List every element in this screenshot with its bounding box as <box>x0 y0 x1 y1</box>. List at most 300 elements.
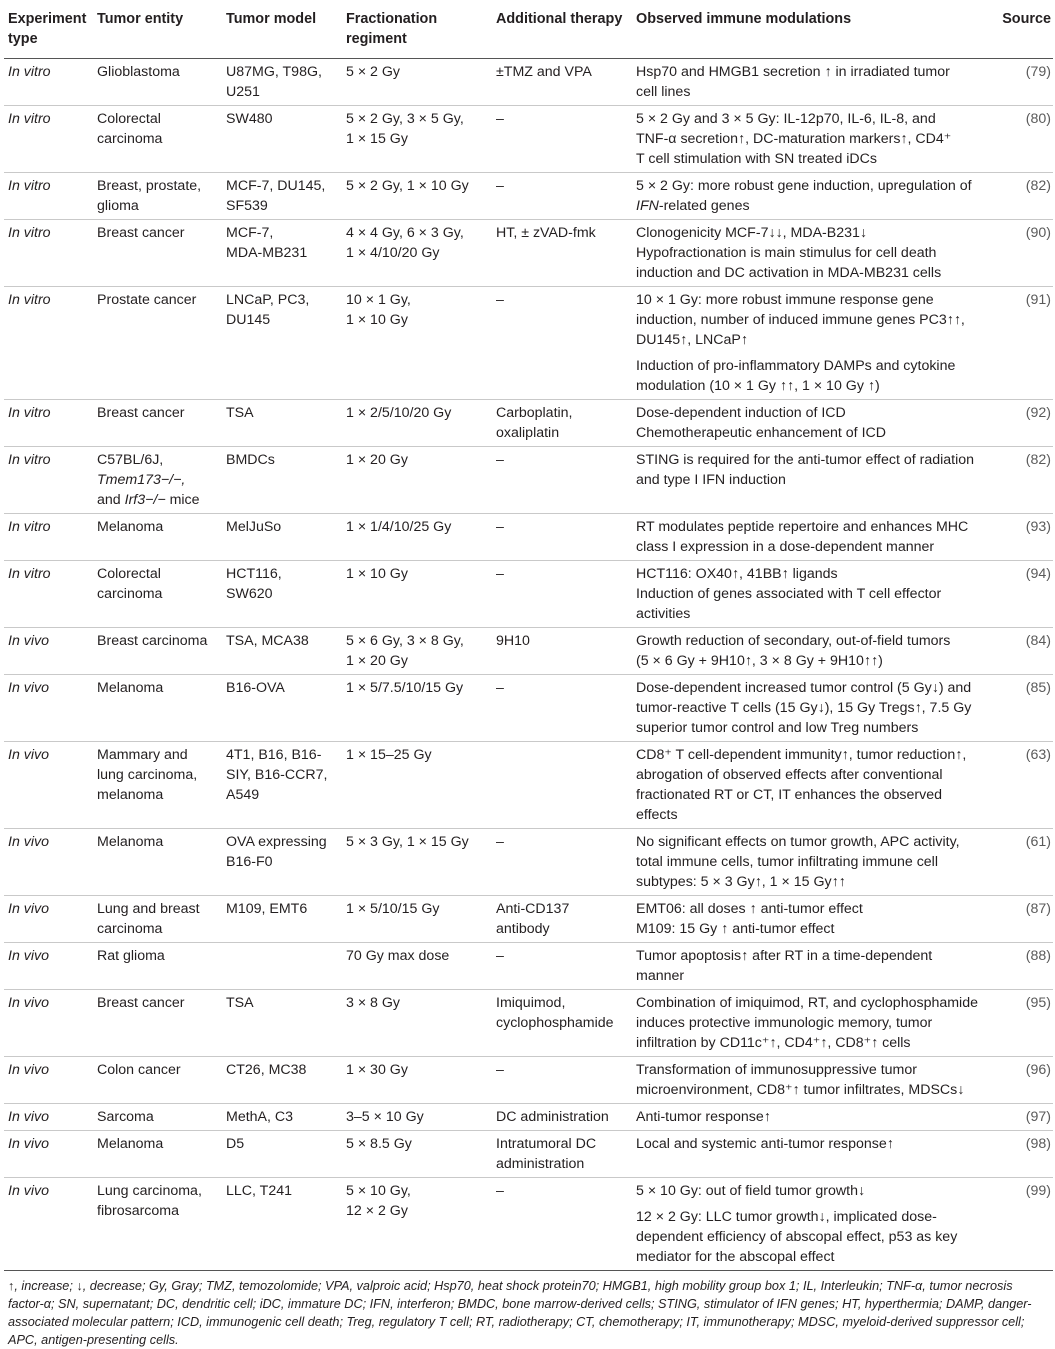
cell-line: 3 × 8 Gy <box>346 995 401 1011</box>
cell-line: 4T1, B16, B16- <box>226 747 322 763</box>
cell-source: (96) <box>996 1057 1053 1104</box>
cell-line: Breast, prostate, <box>97 178 202 194</box>
cell-line: infiltration by CD11c⁺↑, CD4⁺↑, CD8⁺↑ cells <box>636 1035 911 1051</box>
cell-immune-modulations <box>632 1104 996 1131</box>
cell-line: IFN-related genes <box>636 198 750 214</box>
cell-line: SW620 <box>226 586 273 602</box>
cell-tumor-entity <box>93 943 222 990</box>
cell-line: DU145 <box>226 312 271 328</box>
cell-line: Hypofractionation is main stimulus for cell death <box>636 245 937 261</box>
header-tumor-entity: Tumor entity <box>93 0 222 59</box>
cell-line: – <box>496 948 504 964</box>
cell-additional-therapy <box>492 943 632 990</box>
cell-additional-therapy <box>492 628 632 675</box>
cell-source: (93) <box>996 514 1053 561</box>
table-row <box>4 561 1053 628</box>
cell-line: LNCaP, PC3, <box>226 292 310 308</box>
cell-line: 1 × 30 Gy <box>346 1062 408 1078</box>
cell-line: superior tumor control and low Treg numbers <box>636 720 919 736</box>
cell-source: (82) <box>996 447 1053 514</box>
cell-immune-modulations <box>632 829 996 896</box>
cell-line: Melanoma <box>97 834 164 850</box>
cell-fractionation <box>342 59 492 106</box>
cell-immune-modulations <box>632 400 996 447</box>
cell-tumor-model <box>222 1104 342 1131</box>
table-row <box>4 829 1053 896</box>
cell-experiment-type: In vivo <box>4 1104 93 1131</box>
cell-line: – <box>496 680 504 696</box>
cell-line: tumor-reactive T cells (15 Gy↓), 15 Gy Tregs↑, 7.5 Gy <box>636 700 972 716</box>
cell-fractionation <box>342 1178 492 1271</box>
cell-line: Glioblastoma <box>97 64 180 80</box>
cell-fractionation <box>342 990 492 1057</box>
cell-line: MCF-7, <box>226 225 274 241</box>
cell-tumor-entity <box>93 675 222 742</box>
cell-experiment-type: In vitro <box>4 447 93 514</box>
cell-line: No significant effects on tumor growth, APC activity, <box>636 834 960 850</box>
cell-immune-modulations <box>632 220 996 287</box>
cell-line: Breast cancer <box>97 995 185 1011</box>
cell-experiment-type: In vitro <box>4 287 93 400</box>
table-row <box>4 943 1053 990</box>
cell-line: abrogation of observed effects after conventional <box>636 767 943 783</box>
cell-source: (95) <box>996 990 1053 1057</box>
cell-source: (82) <box>996 173 1053 220</box>
cell-line: Lung and breast <box>97 901 200 917</box>
cell-line: DC administration <box>496 1109 609 1125</box>
cell-tumor-entity <box>93 287 222 400</box>
cell-line: RT modulates peptide repertoire and enhances MHC <box>636 519 969 535</box>
cell-line: 1 × 2/5/10/20 Gy <box>346 405 452 421</box>
cell-fractionation <box>342 1104 492 1131</box>
cell-tumor-entity <box>93 742 222 829</box>
table-row <box>4 447 1053 514</box>
cell-fractionation <box>342 561 492 628</box>
cell-line: and Irf3−/− mice <box>97 492 200 508</box>
cell-additional-therapy <box>492 1178 632 1271</box>
cell-line: Growth reduction of secondary, out-of-field tumors <box>636 633 951 649</box>
cell-line: CT26, MC38 <box>226 1062 307 1078</box>
immune-modulation-table <box>4 0 1053 1271</box>
cell-tumor-model <box>222 514 342 561</box>
header-source: Source <box>996 0 1053 59</box>
cell-source: (61) <box>996 829 1053 896</box>
table-row <box>4 628 1053 675</box>
cell-immune-modulations <box>632 59 996 106</box>
cell-line: B16-F0 <box>226 854 273 870</box>
cell-additional-therapy <box>492 173 632 220</box>
cell-tumor-model <box>222 106 342 173</box>
cell-line: induces protective immunologic memory, tumor <box>636 1015 933 1031</box>
cell-line: Colon cancer <box>97 1062 181 1078</box>
cell-line: Hsp70 and HMGB1 secretion ↑ in irradiated tumor <box>636 64 950 80</box>
cell-line: CD8⁺ T cell-dependent immunity↑, tumor reduction↑, <box>636 747 967 763</box>
cell-line: A549 <box>226 787 260 803</box>
cell-source: (91) <box>996 287 1053 400</box>
cell-tumor-model <box>222 1131 342 1178</box>
cell-line: – <box>496 1062 504 1078</box>
cell-line: 3–5 × 10 Gy <box>346 1109 424 1125</box>
cell-experiment-type: In vivo <box>4 1178 93 1271</box>
cell-line: EMT06: all doses ↑ anti-tumor effect <box>636 901 863 917</box>
header-immune-modulations: Observed immune modulations <box>632 0 996 59</box>
table-row <box>4 742 1053 829</box>
cell-line: activities <box>636 606 691 622</box>
cell-line: Induction of pro-inflammatory DAMPs and cytokine <box>636 358 956 374</box>
cell-line: carcinoma <box>97 921 163 937</box>
cell-fractionation <box>342 447 492 514</box>
cell-source: (99) <box>996 1178 1053 1271</box>
cell-line: Imiquimod, <box>496 995 566 1011</box>
cell-immune-modulations <box>632 1131 996 1178</box>
header-experiment-type: Experiment type <box>4 0 93 59</box>
cell-line: STING is required for the anti-tumor effect of radiation <box>636 452 975 468</box>
cell-tumor-model <box>222 742 342 829</box>
cell-line: administration <box>496 1156 585 1172</box>
cell-line: U251 <box>226 84 260 100</box>
cell-line: Intratumoral DC <box>496 1136 597 1152</box>
cell-fractionation <box>342 220 492 287</box>
cell-experiment-type: In vitro <box>4 106 93 173</box>
cell-experiment-type: In vitro <box>4 173 93 220</box>
cell-line: 1 × 10 Gy <box>346 566 408 582</box>
cell-tumor-entity <box>93 400 222 447</box>
cell-line: TNF-α secretion↑, DC-maturation markers↑, CD4⁺ <box>636 131 952 147</box>
cell-line: SW480 <box>226 111 273 127</box>
cell-line: 4 × 4 Gy, 6 × 3 Gy, <box>346 225 464 241</box>
cell-immune-modulations <box>632 990 996 1057</box>
cell-tumor-entity <box>93 514 222 561</box>
cell-line: 1 × 1/4/10/25 Gy <box>346 519 452 535</box>
cell-tumor-model <box>222 990 342 1057</box>
cell-line: Tumor apoptosis↑ after RT in a time-dependent <box>636 948 933 964</box>
cell-line: HCT116, <box>226 566 282 582</box>
cell-experiment-type: In vivo <box>4 675 93 742</box>
cell-tumor-model <box>222 829 342 896</box>
cell-tumor-model <box>222 447 342 514</box>
cell-line: 12 × 2 Gy <box>346 1203 408 1219</box>
cell-fractionation <box>342 106 492 173</box>
cell-immune-modulations <box>632 173 996 220</box>
cell-additional-therapy <box>492 675 632 742</box>
cell-line: TSA <box>226 995 254 1011</box>
cell-line: dependent efficiency of abscopal effect, p53 as key <box>636 1229 958 1245</box>
cell-experiment-type: In vitro <box>4 220 93 287</box>
cell-line: fibrosarcoma <box>97 1203 180 1219</box>
cell-immune-modulations <box>632 943 996 990</box>
cell-tumor-model <box>222 1178 342 1271</box>
cell-experiment-type: In vitro <box>4 400 93 447</box>
cell-tumor-model <box>222 1057 342 1104</box>
cell-line: 10 × 1 Gy: more robust immune response gene <box>636 292 934 308</box>
cell-line: induction, number of induced immune genes PC3↑↑, <box>636 312 965 328</box>
cell-experiment-type: In vivo <box>4 1057 93 1104</box>
cell-tumor-entity <box>93 1131 222 1178</box>
cell-line: Clonogenicity MCF-7↓↓, MDA-B231↓ <box>636 225 868 241</box>
table-row <box>4 220 1053 287</box>
cell-line: (5 × 6 Gy + 9H10↑, 3 × 8 Gy + 9H10↑↑) <box>636 653 883 669</box>
cell-line: MCF-7, DU145, <box>226 178 326 194</box>
table-row <box>4 1131 1053 1178</box>
cell-line: fractionated RT or CT, IT enhances the observed <box>636 787 942 803</box>
cell-tumor-model <box>222 943 342 990</box>
table-row <box>4 1178 1053 1271</box>
cell-additional-therapy <box>492 829 632 896</box>
header-fractionation: Fractionation regiment <box>342 0 492 59</box>
cell-line: Anti-tumor response↑ <box>636 1109 771 1125</box>
cell-line: 5 × 2 Gy, 3 × 5 Gy, <box>346 111 464 127</box>
table-body <box>4 59 1053 1271</box>
header-tumor-model: Tumor model <box>222 0 342 59</box>
cell-line: Colorectal <box>97 111 161 127</box>
cell-fractionation <box>342 514 492 561</box>
cell-line: Breast carcinoma <box>97 633 208 649</box>
table-row <box>4 990 1053 1057</box>
cell-line: glioma <box>97 198 139 214</box>
cell-line: Induction of genes associated with T cell effector <box>636 586 942 602</box>
cell-experiment-type: In vivo <box>4 943 93 990</box>
table-footnote: ↑, increase; ↓, decrease; Gy, Gray; TMZ, temozolomide; VPA, valproic acid; Hsp70, heat shock protein70; HMGB1, high mobility group box 1; IL, Interleukin; TNF-α, tumor necrosis factor-α; SN, supernatant; DC, dendritic cell; iDC, immature DC; IFN, interferon; BMDC, bone marrow-derived cells; STING, stimulator of IFN genes; HT, hyperthermia; DAMP, danger-associated molecular pattern; ICD, immunogenic cell death; Treg, regulatory T cell; RT, radiotherapy; CT, chemotherapy; IT, immunotherapy; MDSC, myeloid-derived suppressor cell; APC, antigen-presenting cells. <box>8 1279 1032 1347</box>
cell-tumor-entity <box>93 896 222 943</box>
cell-immune-modulations <box>632 628 996 675</box>
cell-tumor-entity <box>93 1178 222 1271</box>
cell-immune-modulations <box>632 106 996 173</box>
cell-line: and type I IFN induction <box>636 472 786 488</box>
cell-additional-therapy <box>492 220 632 287</box>
cell-source: (97) <box>996 1104 1053 1131</box>
cell-line: ±TMZ and VPA <box>496 64 592 80</box>
cell-line: manner <box>636 968 685 984</box>
cell-line: modulation (10 × 1 Gy ↑↑, 1 × 10 Gy ↑) <box>636 378 880 394</box>
cell-source: (79) <box>996 59 1053 106</box>
cell-line: Transformation of immunosuppressive tumor <box>636 1062 917 1078</box>
cell-line: Dose-dependent increased tumor control (5 Gy↓) and <box>636 680 972 696</box>
cell-source: (90) <box>996 220 1053 287</box>
cell-line: SF539 <box>226 198 268 214</box>
cell-line: MethA, C3 <box>226 1109 294 1125</box>
cell-line: LLC, T241 <box>226 1183 292 1199</box>
cell-line: Melanoma <box>97 1136 164 1152</box>
cell-line: BMDCs <box>226 452 275 468</box>
cell-line: 5 × 2 Gy: more robust gene induction, upregulation of <box>636 178 972 194</box>
cell-line: Sarcoma <box>97 1109 154 1125</box>
cell-line: 1 × 4/10/20 Gy <box>346 245 440 261</box>
cell-line: subtypes: 5 × 3 Gy↑, 1 × 15 Gy↑↑ <box>636 874 846 890</box>
cell-additional-therapy <box>492 561 632 628</box>
cell-tumor-entity <box>93 829 222 896</box>
cell-experiment-type: In vivo <box>4 628 93 675</box>
cell-line: M109: 15 Gy ↑ anti-tumor effect <box>636 921 835 937</box>
cell-immune-modulations <box>632 742 996 829</box>
cell-line: M109, EMT6 <box>226 901 308 917</box>
cell-line: Breast cancer <box>97 405 185 421</box>
cell-line: HT, ± zVAD-fmk <box>496 225 596 241</box>
cell-line: – <box>496 566 504 582</box>
cell-tumor-model <box>222 173 342 220</box>
cell-line: – <box>496 292 504 308</box>
cell-additional-therapy <box>492 106 632 173</box>
cell-line: lung carcinoma, <box>97 767 198 783</box>
cell-line: 5 × 6 Gy, 3 × 8 Gy, <box>346 633 464 649</box>
cell-source: (92) <box>996 400 1053 447</box>
table-row <box>4 173 1053 220</box>
table-row <box>4 1057 1053 1104</box>
cell-additional-therapy <box>492 742 632 829</box>
cell-additional-therapy <box>492 514 632 561</box>
cell-line: carcinoma <box>97 586 163 602</box>
cell-tumor-entity <box>93 447 222 514</box>
cell-line: oxaliplatin <box>496 425 560 441</box>
cell-line: C57BL/6J, <box>97 452 164 468</box>
cell-line: 1 × 20 Gy <box>346 452 408 468</box>
cell-source: (84) <box>996 628 1053 675</box>
cell-tumor-model <box>222 628 342 675</box>
cell-line: Melanoma <box>97 519 164 535</box>
cell-line: cell lines <box>636 84 691 100</box>
cell-tumor-entity <box>93 1104 222 1131</box>
cell-immune-modulations <box>632 675 996 742</box>
cell-source: (80) <box>996 106 1053 173</box>
cell-line: 5 × 3 Gy, 1 × 15 Gy <box>346 834 469 850</box>
cell-line: U87MG, T98G, <box>226 64 322 80</box>
cell-immune-modulations <box>632 287 996 400</box>
cell-additional-therapy <box>492 896 632 943</box>
cell-source: (88) <box>996 943 1053 990</box>
cell-line: Local and systemic anti-tumor response↑ <box>636 1136 894 1152</box>
cell-line: – <box>496 111 504 127</box>
cell-line: induction and DC activation in MDA-MB231 cells <box>636 265 942 281</box>
cell-experiment-type: In vivo <box>4 896 93 943</box>
cell-tumor-model <box>222 287 342 400</box>
cell-experiment-type: In vitro <box>4 514 93 561</box>
cell-additional-therapy <box>492 400 632 447</box>
cell-line: MDA-MB231 <box>226 245 308 261</box>
cell-tumor-model <box>222 400 342 447</box>
cell-line: D5 <box>226 1136 245 1152</box>
cell-line: 10 × 1 Gy, <box>346 292 411 308</box>
cell-line: TSA, MCA38 <box>226 633 309 649</box>
table-row <box>4 106 1053 173</box>
table-row <box>4 1104 1053 1131</box>
cell-additional-therapy <box>492 287 632 400</box>
cell-line: 5 × 2 Gy, 1 × 10 Gy <box>346 178 469 194</box>
cell-fractionation <box>342 400 492 447</box>
cell-line: Prostate cancer <box>97 292 197 308</box>
cell-line: 5 × 2 Gy and 3 × 5 Gy: IL-12p70, IL-6, IL-8, and <box>636 111 936 127</box>
table-row <box>4 514 1053 561</box>
cell-line: Breast cancer <box>97 225 185 241</box>
cell-line: antibody <box>496 921 550 937</box>
cell-tumor-model <box>222 59 342 106</box>
cell-line: HCT116: OX40↑, 41BB↑ ligands <box>636 566 838 582</box>
cell-line: – <box>496 178 504 194</box>
cell-additional-therapy <box>492 1057 632 1104</box>
cell-line: Mammary and <box>97 747 188 763</box>
cell-line: 1 × 15–25 Gy <box>346 747 432 763</box>
cell-line: 1 × 20 Gy <box>346 653 408 669</box>
cell-tumor-entity <box>93 59 222 106</box>
cell-immune-modulations <box>632 561 996 628</box>
cell-immune-modulations <box>632 896 996 943</box>
cell-line: 1 × 10 Gy <box>346 312 408 328</box>
cell-line: 5 × 10 Gy, <box>346 1183 411 1199</box>
cell-line: 1 × 5/10/15 Gy <box>346 901 440 917</box>
cell-line: 5 × 10 Gy: out of field tumor growth↓ <box>636 1183 866 1199</box>
cell-additional-therapy <box>492 990 632 1057</box>
cell-fractionation <box>342 1131 492 1178</box>
cell-line: Rat glioma <box>97 948 165 964</box>
cell-line: MelJuSo <box>226 519 282 535</box>
cell-experiment-type: In vivo <box>4 742 93 829</box>
cell-line: Combination of imiquimod, RT, and cyclophosphamide <box>636 995 978 1011</box>
cell-line: carcinoma <box>97 131 163 147</box>
cell-fractionation <box>342 943 492 990</box>
cell-tumor-entity <box>93 220 222 287</box>
cell-tumor-model <box>222 675 342 742</box>
table-row <box>4 896 1053 943</box>
cell-immune-modulations <box>632 1178 996 1271</box>
cell-immune-modulations <box>632 447 996 514</box>
cell-tumor-entity <box>93 1057 222 1104</box>
cell-line: 9H10 <box>496 633 530 649</box>
cell-line: OVA expressing <box>226 834 327 850</box>
cell-experiment-type: In vitro <box>4 561 93 628</box>
cell-line: 1 × 15 Gy <box>346 131 408 147</box>
cell-fractionation <box>342 675 492 742</box>
cell-fractionation <box>342 287 492 400</box>
cell-line: TSA <box>226 405 254 421</box>
cell-tumor-entity <box>93 173 222 220</box>
cell-additional-therapy <box>492 59 632 106</box>
cell-line: melanoma <box>97 787 164 803</box>
cell-line: Carboplatin, <box>496 405 573 421</box>
cell-line: mediator for the abscopal effect <box>636 1249 835 1265</box>
cell-line: Colorectal <box>97 566 161 582</box>
cell-tumor-entity <box>93 561 222 628</box>
header-row <box>4 0 1053 59</box>
cell-line: total immune cells, tumor infiltrating immune cell <box>636 854 938 870</box>
cell-line: Chemotherapeutic enhancement of ICD <box>636 425 886 441</box>
cell-line: T cell stimulation with SN treated iDCs <box>636 151 878 167</box>
cell-line: – <box>496 452 504 468</box>
cell-immune-modulations <box>632 1057 996 1104</box>
cell-source: (63) <box>996 742 1053 829</box>
table-row <box>4 675 1053 742</box>
table-row <box>4 287 1053 400</box>
cell-source: (87) <box>996 896 1053 943</box>
cell-line: cyclophosphamide <box>496 1015 614 1031</box>
cell-source: (85) <box>996 675 1053 742</box>
cell-tumor-model <box>222 220 342 287</box>
cell-fractionation <box>342 1057 492 1104</box>
header-additional-therapy: Additional therapy <box>492 0 632 59</box>
cell-line: DU145↑, LNCaP↑ <box>636 332 748 348</box>
cell-line: – <box>496 834 504 850</box>
cell-line: 5 × 2 Gy <box>346 64 401 80</box>
cell-immune-modulations <box>632 514 996 561</box>
cell-fractionation <box>342 742 492 829</box>
cell-line: microenvironment, CD8⁺↑ tumor infiltrates, MDSCs↓ <box>636 1082 965 1098</box>
cell-line: Anti-CD137 <box>496 901 570 917</box>
cell-line: Melanoma <box>97 680 164 696</box>
cell-line: B16-OVA <box>226 680 285 696</box>
cell-fractionation <box>342 628 492 675</box>
cell-line: effects <box>636 807 678 823</box>
cell-line: – <box>496 1183 504 1199</box>
cell-tumor-entity <box>93 990 222 1057</box>
table-row <box>4 400 1053 447</box>
cell-line: – <box>496 519 504 535</box>
